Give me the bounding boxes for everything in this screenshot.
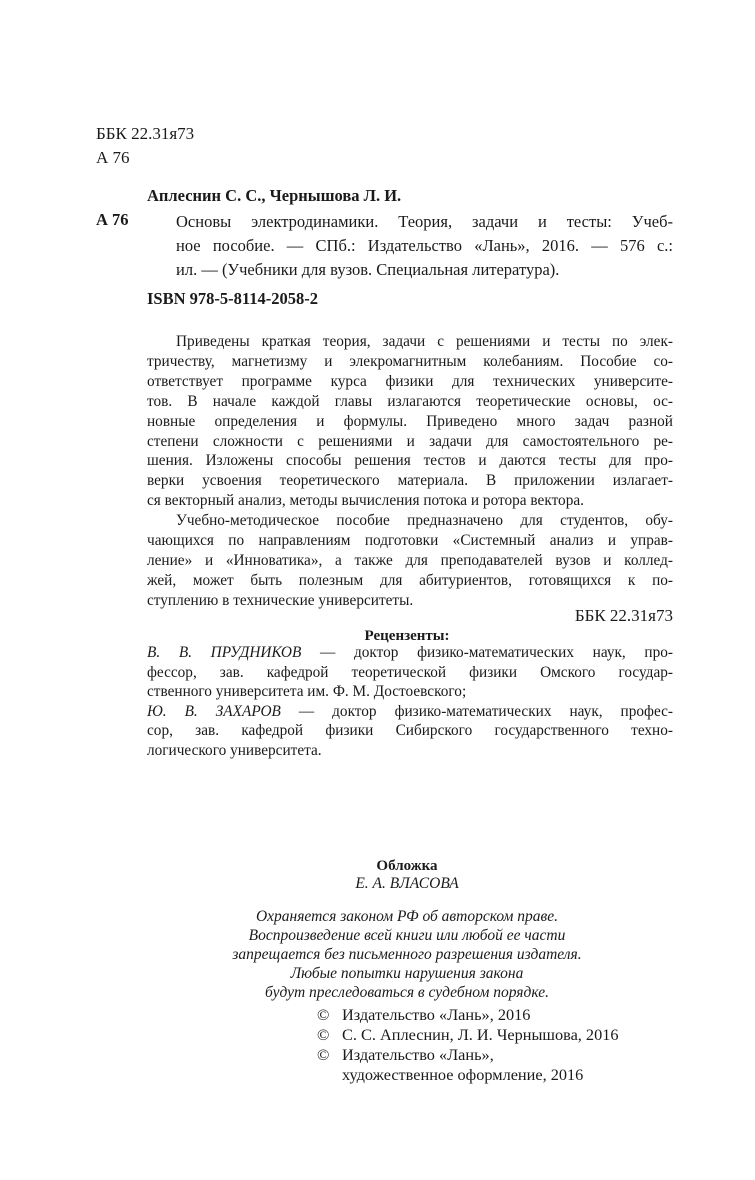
annotation-line: верки усвоения теоретического материала. В приложении излагает- [147, 472, 673, 490]
annotation [147, 332, 673, 611]
book-authors: Аплеснин С. С., Чернышова Л. И. [147, 186, 402, 205]
annotation-line: тричеству, магнетизму и элекромагнитным колебаниям. Пособие со- [147, 352, 673, 370]
reviewers-list [147, 643, 673, 761]
notice-line: запрещается без письменного разрешения издателя. [232, 946, 582, 963]
reviewers-title: Рецензенты: [364, 628, 450, 644]
annotation-line: Учебно-методическое пособие предназначено для студентов, обу- [176, 512, 673, 530]
reviewer-name: Ю. В. ЗАХАРОВ [147, 702, 281, 720]
cover-designer-name: Е. А. ВЛАСОВА [355, 875, 459, 892]
notice-line: будут преследоваться в судебном порядке. [265, 984, 549, 1001]
reviewer-name: В. В. ПРУДНИКОВ [147, 644, 302, 661]
annotation-line: шения. Изложены способы решения тестов и даются тесты для про- [147, 452, 673, 470]
author-sign: А 76 [96, 210, 129, 229]
copyright-line: художественное оформление, 2016 [342, 1065, 584, 1084]
annotation-line: чающихся по направлениям подготовки «Системный анализ и управ- [147, 532, 673, 550]
copyright-list [317, 1005, 619, 1085]
annotation-line: новные определения и формулы. Приведено много задач разной [147, 412, 673, 430]
annotation-line: тов. В начале каждой главы излагаются теоретические основы, ос- [147, 392, 673, 410]
notice-line: Охраняется законом РФ об авторском праве. [255, 908, 559, 925]
annotation-line: жей, может быть полезным для абитуриентов, готовящихся к по- [147, 571, 673, 589]
copyright-notice [0, 907, 755, 1002]
annotation-line: ответствует программе курса физики для технических университе- [147, 372, 673, 390]
reviewer-line: сор, зав. кафедрой физики Сибирского государственного техно- [147, 722, 673, 740]
reviewer-line: Ю. В. ЗАХАРОВ — доктор физико-математических наук, профес- [147, 702, 673, 720]
bbk-code-right: ББК 22.31я73 [574, 606, 673, 625]
reviewer-line: В. В. ПРУДНИКОВ — доктор физико-математических наук, про- [147, 644, 674, 661]
copyright-icon: © [317, 1005, 330, 1024]
reviewer-line: ственного университета им. Ф. М. Достоевского; [147, 683, 467, 701]
copyright-line: © Издательство «Лань», 2016 [317, 1005, 531, 1024]
bbk-header [96, 122, 194, 170]
bbk-code: ББК 22.31я73 [96, 124, 195, 143]
isbn: ISBN 978-5-8114-2058-2 [147, 289, 318, 308]
copyright-line: © Издательство «Лань», [317, 1045, 494, 1064]
notice-line: Воспроизведение всей книги или любой ее части [248, 927, 566, 944]
annotation-line: Приведены краткая теория, задачи с решениями и тесты по элек- [176, 333, 673, 350]
copyright-icon: © [317, 1025, 330, 1044]
author-sign-code: А 76 [96, 148, 130, 167]
copyright-line: © С. С. Аплеснин, Л. И. Чернышова, 2016 [317, 1025, 619, 1044]
cover-credit-title: Обложка [376, 858, 438, 874]
reviewer-line: логического университета. [147, 741, 322, 759]
notice-line: Любые попытки нарушения закона [290, 965, 524, 982]
citation-line: Основы электродинамики. Теория, задачи и тесты: Учеб- [176, 212, 673, 231]
annotation-line: ление» и «Инноватика», а также для преподавателей вузов и коллед- [147, 551, 673, 569]
copyright-icon: © [317, 1045, 330, 1064]
citation-line: ное пособие. — СПб.: Издательство «Лань», 2016. — 576 с.: [176, 236, 673, 255]
annotation-line: ся векторный анализ, методы вычисления потока и ротора вектора. [147, 492, 584, 510]
annotation-line: ступлению в технические университеты. [147, 591, 414, 609]
bibliographic-citation [176, 210, 673, 282]
annotation-line: степени сложности с решениями и задачи для самостоятельного ре- [147, 432, 673, 450]
reviewer-line: фессор, зав. кафедрой теоретической физики Омского государ- [147, 663, 673, 681]
citation-line: ил. — (Учебники для вузов. Специальная литература). [176, 260, 560, 279]
